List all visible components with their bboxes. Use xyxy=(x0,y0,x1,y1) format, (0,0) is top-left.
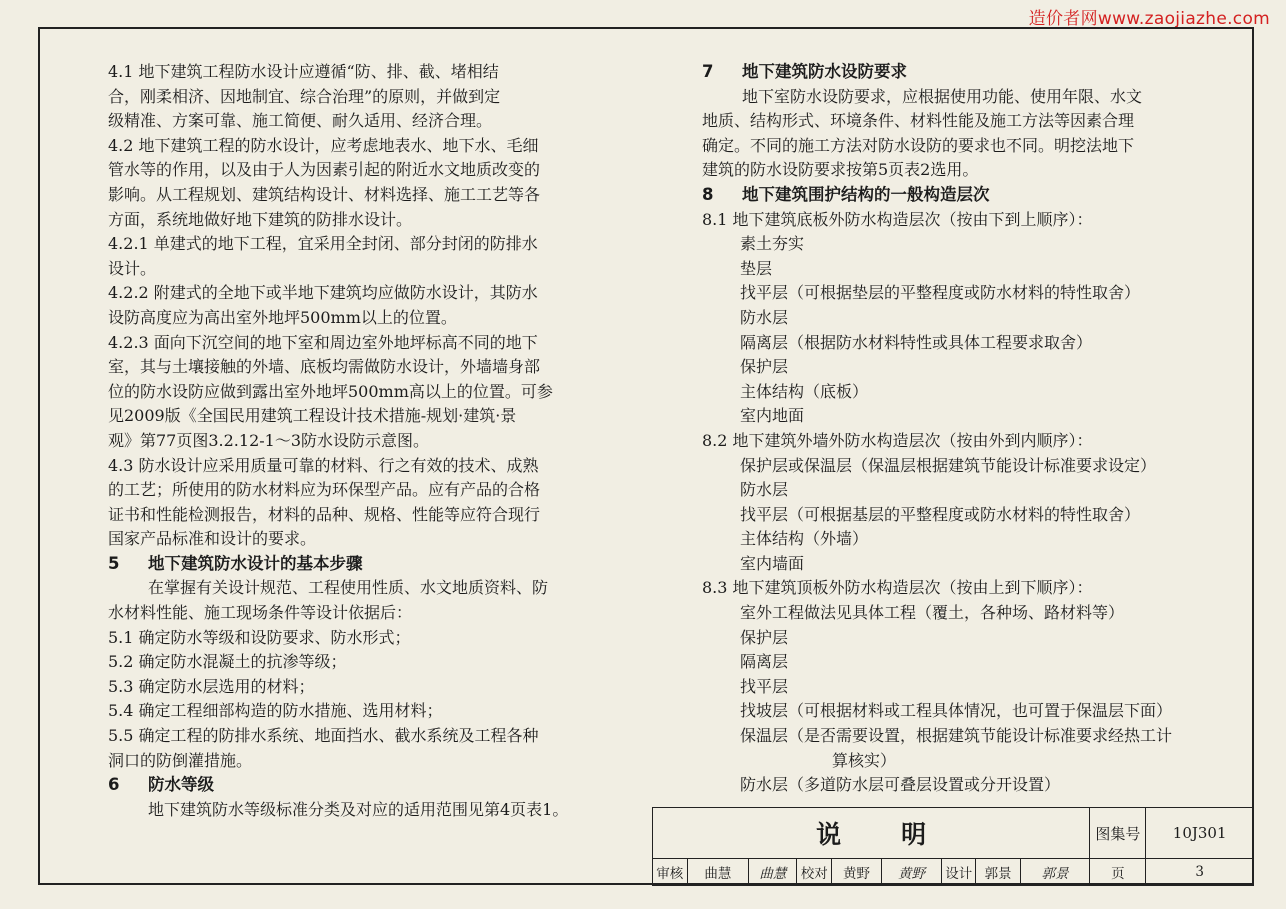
page-number: 3 xyxy=(1146,859,1254,886)
atlas-number: 10J301 xyxy=(1146,808,1254,859)
text-line: 保护层 xyxy=(740,357,789,377)
text-line: 的工艺；所使用的防水材料应为环保型产品。应有产品的合格 xyxy=(108,480,541,500)
text-line: 室外工程做法见具体工程（覆土，各种场、路材料等） xyxy=(740,603,1125,623)
text-line: 观》第77页图3.2.12-1～3防水设防示意图。 xyxy=(108,430,430,450)
text-line: 确定。不同的施工方法对防水设防的要求也不同。明挖法地下 xyxy=(702,135,1135,155)
text-line: 隔离层 xyxy=(740,652,789,672)
text-line: 管水等的作用，以及由于人为因素引起的附近水文地质改变的 xyxy=(108,160,541,180)
check-label: 校对 xyxy=(797,859,832,886)
text-line: 设防高度应为高出室外地坪500mm以上的位置。 xyxy=(108,307,457,327)
text-line: 防水层（多道防水层可叠层设置或分开设置） xyxy=(740,775,1061,795)
text-line: 5.4 确定工程细部构造的防水措施、选用材料； xyxy=(108,701,443,721)
text-line: 证书和性能检测报告，材料的品种、规格、性能等应符合现行 xyxy=(108,504,541,524)
text-line: 室，其与土壤接触的外墙、底板均需做防水设计，外墙墙身部 xyxy=(108,357,541,377)
text-line: 主体结构（外墙） xyxy=(740,529,869,549)
text-line: 找坡层（可根据材料或工程具体情况，也可置于保温层下面） xyxy=(740,701,1173,721)
text-line: 防水层 xyxy=(740,307,789,327)
text-line: 4.2.3 面向下沉空间的地下室和周边室外地坪标高不同的地下 xyxy=(108,332,538,352)
text-line: 地质、结构形式、环境条件、材料性能及施工方法等因素合理 xyxy=(702,111,1135,131)
text-line: 设计。 xyxy=(108,258,157,278)
text-line: 5.3 确定防水层选用的材料； xyxy=(108,676,315,696)
section-number: 8 xyxy=(702,184,714,204)
text-line: 保护层或保温层（保温层根据建筑节能设计标准要求设定） xyxy=(740,455,1157,475)
text-line: 影响。从工程规划、建筑结构设计、材料选择、施工工艺等各 xyxy=(108,184,541,204)
text-line: 5.2 确定防水混凝土的抗渗等级； xyxy=(108,652,347,672)
check-signature: 黄野 xyxy=(882,859,942,886)
design-signature: 郭景 xyxy=(1020,859,1090,886)
section-title: 地下建筑防水设计的基本步骤 xyxy=(148,553,363,573)
text-line: 4.1 地下建筑工程防水设计应遵循“防、排、截、堵相结 xyxy=(108,62,499,81)
text-line: 方面，系统地做好地下建筑的防排水设计。 xyxy=(108,209,413,229)
section-heading xyxy=(702,60,1242,85)
design-label: 设计 xyxy=(941,859,976,886)
atlas-label: 图集号 xyxy=(1090,808,1146,859)
section-heading xyxy=(108,773,613,798)
text-line: 水材料性能、施工现场条件等设计依据后： xyxy=(108,603,413,623)
text-line: 素土夯实 xyxy=(740,234,805,254)
text-line: 找平层 xyxy=(740,676,789,696)
text-line: 地下室防水设防要求，应根据使用功能、使用年限、水文 xyxy=(742,86,1143,106)
section-number: 7 xyxy=(702,62,714,81)
text-line: 地下建筑防水等级标准分类及对应的适用范围见第4页表1。 xyxy=(148,799,569,819)
design-name: 郭景 xyxy=(976,859,1020,886)
text-line: 位的防水设防应做到露出室外地坪500mm高以上的位置。可参 xyxy=(108,381,553,401)
text-line: 保护层 xyxy=(740,627,789,647)
site-watermark: 造价者网www.zaojiazhe.com xyxy=(1028,9,1270,29)
text-line: 5.5 确定工程的防排水系统、地面挡水、截水系统及工程各种 xyxy=(108,726,539,746)
text-line: 隔离层（根据防水材料特性或具体工程要求取舍） xyxy=(740,332,1093,352)
review-label: 审核 xyxy=(653,859,688,886)
text-line: 垫层 xyxy=(740,258,773,278)
page-label: 页 xyxy=(1090,859,1146,886)
section-title: 防水等级 xyxy=(148,775,214,795)
section-number: 6 xyxy=(108,775,120,795)
text-line: 室内地面 xyxy=(740,406,805,426)
right-column xyxy=(702,60,1242,798)
text-line: 8.3 地下建筑顶板外防水构造层次（按由上到下顺序）： xyxy=(702,578,1093,598)
text-line: 主体结构（底板） xyxy=(740,381,869,401)
section-heading xyxy=(108,552,613,577)
text-line: 4.2.1 单建式的地下工程，宜采用全封闭、部分封闭的防排水 xyxy=(108,234,538,254)
text-line: 4.2.2 附建式的全地下或半地下建筑均应做防水设计，其防水 xyxy=(108,283,538,303)
text-line: 防水层 xyxy=(740,480,789,500)
text-line: 算核实） xyxy=(832,750,897,770)
text-line: 洞口的防倒灌措施。 xyxy=(108,750,253,770)
text-line: 建筑的防水设防要求按第5页表2选用。 xyxy=(702,160,979,180)
text-line: 室内墙面 xyxy=(740,553,805,573)
text-line: 合，刚柔相济、因地制宜、综合治理”的原则，并做到定 xyxy=(108,86,501,106)
text-line: 保温层（是否需要设置，根据建筑节能设计标准要求经热工计 xyxy=(740,726,1173,746)
text-line: 见2009版《全国民用建筑工程设计技术措施-规划·建筑·景 xyxy=(108,406,517,426)
text-line: 在掌握有关设计规范、工程使用性质、水文地质资料、防 xyxy=(148,578,549,598)
text-line: 找平层（可根据基层的平整程度或防水材料的特性取舍） xyxy=(740,504,1141,524)
text-line: 4.2 地下建筑工程的防水设计，应考虑地表水、地下水、毛细 xyxy=(108,135,539,155)
section-number: 5 xyxy=(108,553,120,573)
text-line: 8.2 地下建筑外墙外防水构造层次（按由外到内顺序）： xyxy=(702,430,1093,450)
text-line: 国家产品标准和设计的要求。 xyxy=(108,529,317,549)
section-title: 地下建筑防水设防要求 xyxy=(742,62,907,81)
title-block xyxy=(652,807,1254,886)
text-line: 找平层（可根据垫层的平整程度或防水材料的特性取舍） xyxy=(740,283,1141,303)
text-line: 5.1 确定防水等级和设防要求、防水形式； xyxy=(108,627,411,647)
section-title: 地下建筑围护结构的一般构造层次 xyxy=(742,184,990,204)
review-name: 曲慧 xyxy=(687,859,749,886)
check-name: 黄野 xyxy=(831,859,881,886)
left-column xyxy=(108,60,613,822)
text-line: 8.1 地下建筑底板外防水构造层次（按由下到上顺序）： xyxy=(702,209,1093,229)
sheet-title: 说明 xyxy=(653,808,1090,859)
review-signature: 曲慧 xyxy=(749,859,797,886)
section-heading xyxy=(702,183,1242,208)
text-line: 级精准、方案可靠、施工简便、耐久适用、经济合理。 xyxy=(108,111,493,131)
text-line: 4.3 防水设计应采用质量可靠的材料、行之有效的技术、成熟 xyxy=(108,455,539,475)
